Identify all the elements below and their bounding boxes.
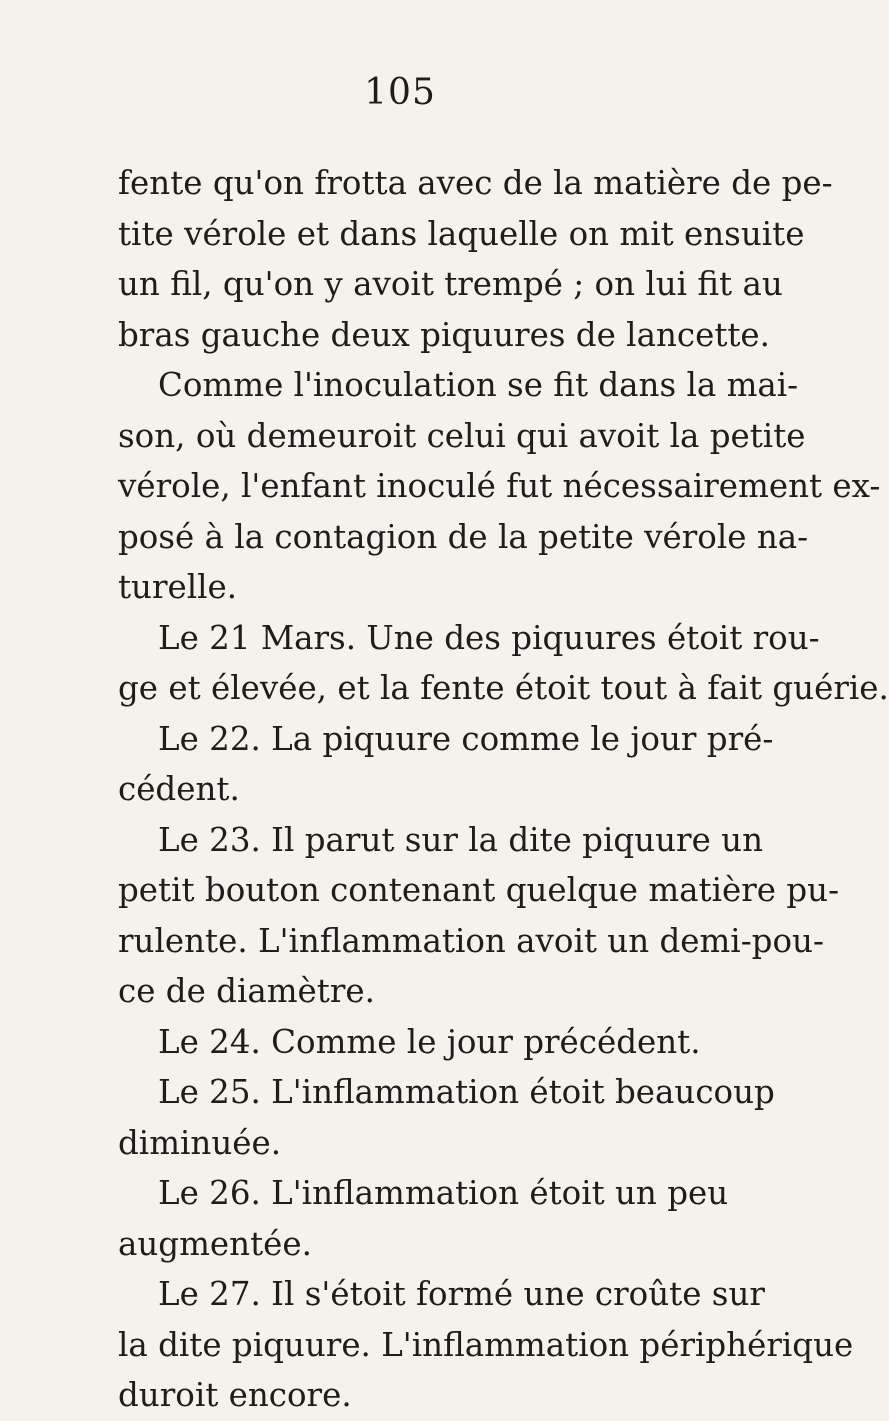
text-line: Le 26. L'inflammation étoit un peu xyxy=(158,1174,729,1212)
text-line: cédent. xyxy=(118,770,240,808)
paragraph-9 xyxy=(118,1269,854,1421)
text-line: un fil, qu'on y avoit trempé ; on lui fit au xyxy=(118,265,783,303)
text-line: Le 27. Il s'étoit formé une croûte sur xyxy=(158,1275,765,1313)
text-line: Le 25. L'inflammation étoit beaucoup xyxy=(158,1073,775,1111)
text-line: turelle. xyxy=(118,568,238,606)
paragraph-8 xyxy=(118,1168,729,1269)
text-line: la dite piquure. L'inflammation périphérique xyxy=(118,1325,854,1364)
text-line: rulente. L'inflammation avoit un demi-pou- xyxy=(118,921,824,960)
text-line: son, où demeuroit celui qui avoit la petite xyxy=(118,416,806,455)
paragraph-6 xyxy=(118,1017,706,1068)
text-line: petit bouton contenant quelque matière pu- xyxy=(118,871,840,909)
page-number: 105 xyxy=(364,72,436,113)
text-line: fente qu'on frotta avec de la matière de pe- xyxy=(118,164,833,202)
text-line: Le 21 Mars. Une des piquures étoit rou- xyxy=(158,618,820,657)
text-line: diminuée. xyxy=(118,1123,282,1162)
body-text xyxy=(118,158,889,1421)
paragraph-5 xyxy=(118,815,840,1017)
text-line: augmentée. xyxy=(118,1224,312,1263)
text-line: duroit encore. xyxy=(118,1376,352,1414)
paragraph-1 xyxy=(118,158,833,360)
text-line: Comme l'inoculation se fit dans la mai- xyxy=(158,366,799,404)
text-line: Le 23. Il parut sur la dite piquure un xyxy=(158,820,763,859)
text-line: Le 24. Comme le jour précédent. xyxy=(158,1022,701,1061)
text-line: bras gauche deux piquures de lancette. xyxy=(118,315,770,354)
paragraph-3 xyxy=(118,613,889,714)
paragraph-2 xyxy=(118,360,881,613)
text-line: Le 22. La piquure comme le jour pré- xyxy=(158,719,774,758)
text-line: vérole, l'enfant inoculé fut nécessairement ex- xyxy=(118,467,881,505)
text-line: ce de diamètre. xyxy=(118,972,375,1010)
text-line: tite vérole et dans laquelle on mit ensuite xyxy=(118,214,805,253)
text-line: ge et élevée, et la fente étoit tout à fait guérie. xyxy=(118,669,889,707)
paragraph-4 xyxy=(118,714,774,815)
text-line: posé à la contagion de la petite vérole na- xyxy=(118,517,809,556)
paragraph-7 xyxy=(118,1067,775,1168)
